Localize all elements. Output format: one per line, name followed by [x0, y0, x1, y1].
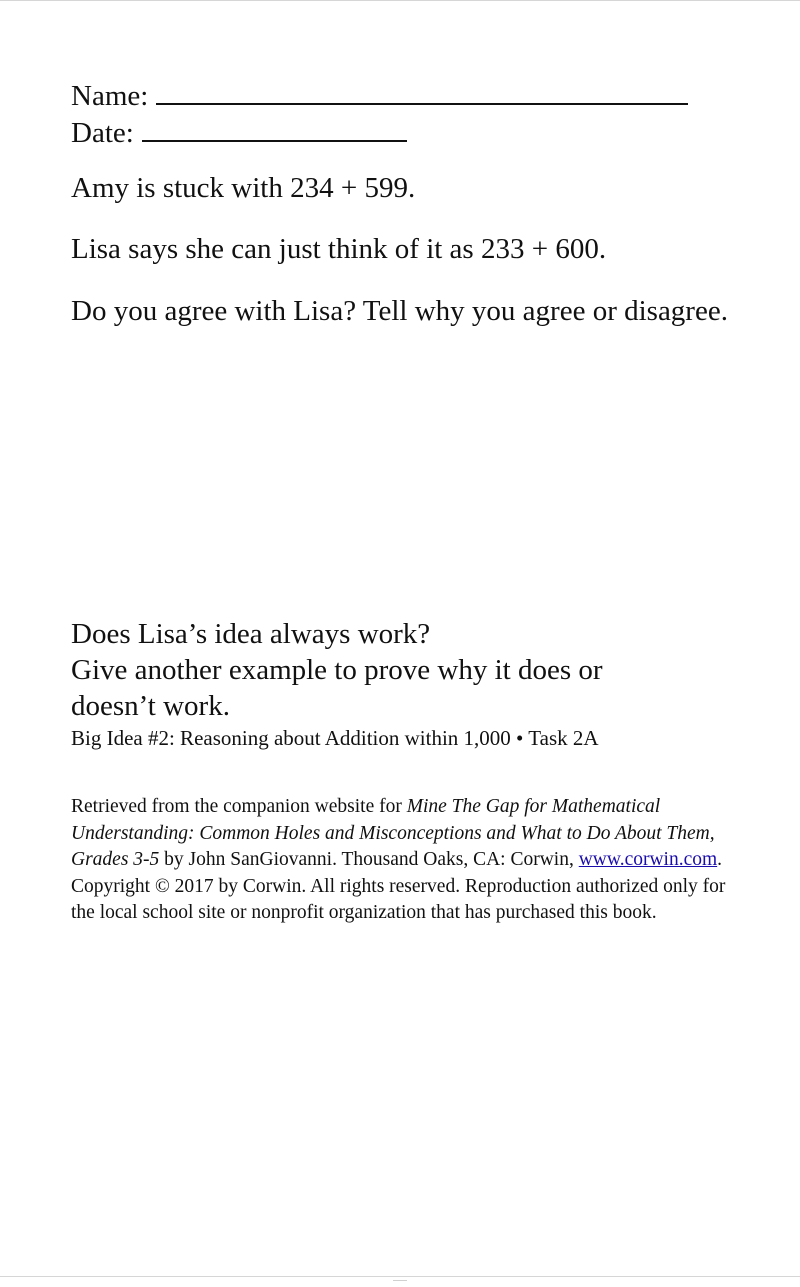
problem-statement-1: Amy is stuck with 234 + 599.	[71, 172, 416, 204]
followup-line-3: doesn’t work.	[71, 690, 230, 722]
bottom-divider	[0, 1276, 800, 1277]
problem-question: Do you agree with Lisa? Tell why you agree or disagree.	[71, 295, 728, 327]
task-tag: Big Idea #2: Reasoning about Addition within 1,000 • Task 2A	[71, 726, 599, 750]
followup-question	[71, 616, 751, 724]
name-field	[71, 73, 688, 113]
credit-author: by John SanGiovanni. Thousand Oaks, CA: Corwin,	[159, 849, 579, 870]
date-field	[71, 110, 407, 150]
top-divider	[0, 0, 800, 1]
problem-statement-2: Lisa says she can just think of it as 233 + 600.	[71, 233, 607, 265]
date-blank-line	[142, 110, 407, 142]
scroll-handle	[393, 1280, 407, 1286]
corwin-link[interactable]: www.corwin.com	[578, 849, 718, 870]
followup-line-2: Give another example to prove why it does or	[71, 654, 603, 686]
credit-intro: Retrieved from the companion website for	[71, 796, 407, 817]
book-title: Mine The Gap for Mathematical Understanding: Common Holes and Misconceptions and What to Do About Them, Grades 3-5	[71, 796, 715, 870]
date-label: Date:	[71, 117, 134, 149]
name-blank-line	[156, 73, 688, 105]
name-label: Name:	[71, 80, 149, 112]
copyright-credit	[71, 794, 731, 927]
credit-rights: . Copyright © 2017 by Corwin. All rights reserved. Reproduction authorized only for the local school site or nonprofit organization that has purchased this book.	[71, 849, 726, 923]
followup-line-1: Does Lisa’s idea always work?	[71, 618, 431, 650]
